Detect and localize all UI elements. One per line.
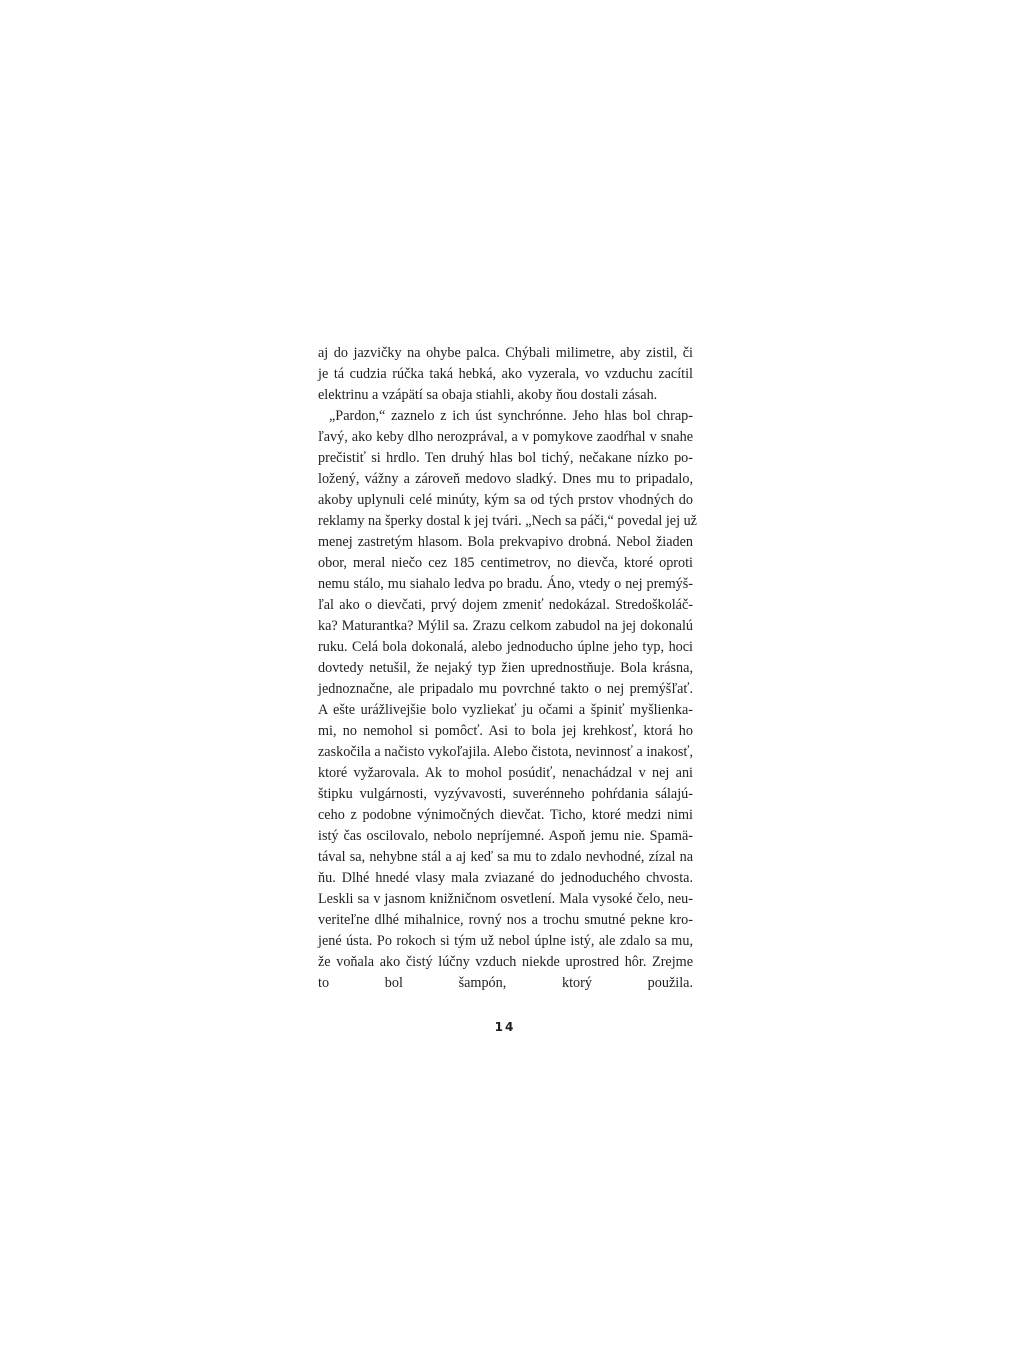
- text-line: ľavý, ako keby dlho nerozprával, a v pomykove zaodŕhal v snahe: [318, 429, 693, 445]
- text-line: štipku vulgárnosti, vyzývavosti, suverénneho pohŕdania sálajú-: [318, 786, 693, 802]
- text-line: reklamy na šperky dostal k jej tvári. „Nech sa páči,“ povedal jej už: [318, 513, 697, 529]
- text-line: ruku. Celá bola dokonalá, alebo jednoducho úplne jeho typ, hoci: [318, 639, 693, 655]
- page-number: 14: [494, 1020, 516, 1034]
- text-line: A ešte urážlivejšie bolo vyzliekať ju očami a špiniť myšlienka-: [318, 702, 693, 718]
- paragraph: [318, 406, 697, 1057]
- text-line: istý čas oscilovalo, nebolo nepríjemné. Aspoň jemu nie. Spamä-: [318, 828, 693, 844]
- text-line: ceho z podobne výnimočných dievčat. Ticho, ktoré medzi nimi: [318, 807, 693, 823]
- text-line: „Pardon,“ zaznelo z ich úst synchrónne. Jeho hlas bol chrap-: [329, 408, 693, 424]
- paragraph: [318, 343, 693, 406]
- text-line: ňu. Dlhé hnedé vlasy mala zviazané do jednoduchého chvosta.: [318, 870, 693, 886]
- text-line: ložený, vážny a zároveň medovo sladký. Dnes mu to pripadalo,: [318, 471, 693, 487]
- text-line: veriteľne dlhé mihalnice, rovný nos a trochu smutné pekne kro-: [318, 912, 693, 928]
- text-line: to bol šampón, ktorý použila.: [318, 975, 693, 991]
- text-line: tával sa, nehybne stál a aj keď sa mu to zdalo nevhodné, zízal na: [318, 849, 693, 865]
- text-line: dovtedy netušil, že nejaký typ žien uprednostňuje. Bola krásna,: [318, 660, 693, 676]
- text-line: nemu stálo, mu siahalo ledva po bradu. Áno, vtedy o nej premýš-: [318, 576, 693, 592]
- text-line: jednoznačne, ale pripadalo mu povrchné takto o nej premýšľať.: [318, 681, 693, 697]
- text-line: zaskočila a načisto vykoľajila. Alebo čistota, nevinnosť a inakosť,: [318, 744, 693, 760]
- body-text: [318, 343, 697, 1057]
- text-line: ľal ako o dievčati, prvý dojem zmeniť nedokázal. Stredoškoláč-: [318, 597, 693, 613]
- text-line: aj do jazvičky na ohybe palca. Chýbali milimetre, aby zistil, či: [318, 345, 693, 361]
- text-line: [318, 994, 693, 1015]
- text-line: akoby uplynuli celé minúty, kým sa od tých prstov vhodných do: [318, 492, 693, 508]
- text-line: ktoré vyžarovala. Ak to mohol posúdiť, nenachádzal v nej ani: [318, 765, 693, 781]
- text-line: mi, no nemohol si pomôcť. Asi to bola jej krehkosť, ktorá ho: [318, 723, 693, 739]
- text-line: ka? Maturantka? Mýlil sa. Zrazu celkom zabudol na jej dokonalú: [318, 618, 693, 634]
- text-line: menej zastretým hlasom. Bola prekvapivo drobná. Nebol žiaden: [318, 534, 693, 550]
- text-line: elektrinu a vzápätí sa obaja stiahli, akoby ňou dostali zásah.: [318, 387, 658, 403]
- text-line: je tá cudzia rúčka taká hebká, ako vyzerala, vo vzduchu zacítil: [318, 366, 693, 382]
- text-line: Leskli sa v jasnom knižničnom osvetlení. Mala vysoké čelo, neu-: [318, 891, 693, 907]
- text-line: obor, meral niečo cez 185 centimetrov, no dievča, ktoré oproti: [318, 555, 693, 571]
- text-line: [318, 1036, 693, 1057]
- text-line: jené ústa. Po rokoch si tým už nebol úplne istý, ale zdalo sa mu,: [318, 933, 693, 949]
- text-line: že voňala ako čistý lúčny vzduch niekde uprostred hôr. Zrejme: [318, 954, 693, 970]
- text-line: prečistiť si hrdlo. Ten druhý hlas bol tichý, nečakane nízko po-: [318, 450, 693, 466]
